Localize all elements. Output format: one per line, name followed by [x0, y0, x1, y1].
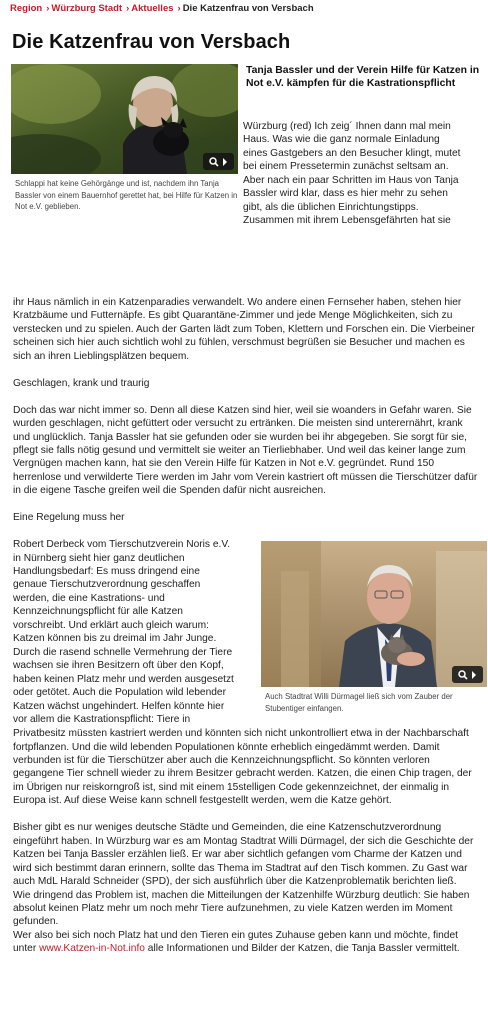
text-line: Katzen wächst ungehindert. Helfen könnte hier	[13, 700, 225, 712]
text-line: eines Gastgebers an den Besucher klingt, mutet	[243, 147, 461, 159]
breadcrumb-link-region[interactable]: Region	[10, 3, 43, 14]
arrow-right-icon	[471, 671, 477, 679]
photo-caption: Schlappi hat keine Gehörgänge und ist, nachdem ihn Tanja Bassler von einem Bauernhof gerettet hat, bei Hilfe für Katzen in Not e.V. geblieben.	[15, 179, 238, 211]
paragraph-6	[13, 929, 482, 956]
text-line: in Nürnberg sieht hier ganz deutlichen	[13, 552, 185, 564]
figure-secondary	[261, 541, 488, 714]
text-line: wachsen sie ihren Besitzern oft über den Kopf,	[13, 660, 224, 672]
text-line: Haus. Was wie die ganz normale Einladung	[243, 134, 440, 146]
article-intro	[10, 64, 482, 304]
paragraph-6-after: alle Informationen und Bilder der Katzen, die Tanja Bassler vermittelt.	[144, 943, 460, 955]
text-line: Katzen können bis zu dreimal im Jahr Junge.	[13, 633, 217, 645]
breadcrumb-separator-icon: ›	[126, 3, 130, 14]
paragraph-4: Bisher gibt es nur weniges deutsche Städte und Gemeinden, die eine Katzenschutzverordnung eingeführt haben. In Würzburg war es am Montag Stadtrat Willi Dürmagel, der sich die Geschichte der Katzen bei Tanja Bassler erzählen ließ. Er war aber sichtlich gefangen vom Charme der Katzen und wird sich bestimmt daran erinnern, sollte das Thema im Stadtrat auf den Tisch kommen. Zu Gast war auch MdL Harald Schneider (SPD), der sich ausführlich über die Katzenproblematik berichten ließ.	[13, 822, 474, 888]
subheading-geschlagen: Geschlagen, krank und traurig	[13, 377, 150, 389]
breadcrumb-current: Die Katzenfrau von Versbach	[182, 3, 314, 14]
text-line: Durch die rasend schnelle Vermehrung der Tiere	[13, 646, 233, 658]
paragraph-3-left	[13, 538, 249, 726]
breadcrumb-separator-icon: ›	[46, 3, 50, 14]
text-line: vor allem die Kastrationspflicht: Tiere in	[13, 713, 191, 725]
photo-man-with-kitten[interactable]	[261, 541, 487, 687]
article	[10, 0, 482, 956]
text-line: gibt, als die üblichen Einrichtungstipps.	[243, 201, 419, 213]
breadcrumb	[10, 3, 482, 17]
article-body	[13, 296, 482, 956]
subheading-regelung: Eine Regelung muss her	[13, 512, 125, 524]
text-line: werden, die eine Kastrations- und	[13, 592, 165, 604]
figure-main	[11, 64, 238, 213]
paragraph-3-continued: Privatbesitz müssten kastriert werden und könnten sich nicht unkontrolliert etwa in der Nachbarschaft fortpflanzen. Und die wild lebenden Populationen könnte erheblich eingedämmt werden. Damit verbunden ist für die Tierschützer aber auch die Kennzeichnungspflicht. So könnten verloren gegangene Tier schnell wieder zu ihrem Besitzer gebracht werden. Katzen, die einen Chip tragen, der im Übrigen nur reiskorngroß ist, sind mit einem 15stelligen Code gekennzeichnet, der einmalig in Europa ist. Auf diese Weise kann schnell festgestellt werden, wem die Katze gehört.	[13, 728, 472, 807]
zoom-button[interactable]	[452, 666, 483, 683]
photo-woman-with-cat[interactable]	[11, 64, 238, 174]
text-line: Kennzeichnungspflicht für alle Katzen	[13, 606, 183, 618]
paragraph-2: Doch das war nicht immer so. Denn all diese Katzen sind hier, weil sie woanders in Gefahr waren. Sie wurden geschlagen, nicht gefüttert oder versucht zu ertränken. Die meisten sind unterernährt, krank und unglücklich. Tanja Bassler hat sie gefunden oder sie wurden bei ihr abgegeben. Sie sorgt für sie, pflegt sie falls nötig gesund und vermittelt sie weiter an Tierliebhaber. Und weil das keiner lange zum Vergnügen machen kann, hat sie den Verein Hilfe für Katzen in Not e.V. gegründet. Rund 150 herrenlose und verwilderte Tiere werden im Jahr vom Verein kastriert oft müssen die Tierschützer dafür in die eigene Tasche greifen weil die Spenden dafür nicht ausreichen.	[13, 404, 478, 497]
breadcrumb-link-aktuelles[interactable]: Aktuelles	[131, 3, 174, 14]
page-title: Die Katzenfrau von Versbach	[12, 31, 291, 53]
katzen-in-not-link[interactable]: www.Katzen-in-Not.info	[39, 943, 145, 955]
text-line: genaue Tierschutzverordnung geschaffen	[13, 579, 201, 591]
photo-caption: Auch Stadtrat Willi Dürmagel ließ sich vom Zauber der Stubentiger einfangen.	[265, 692, 453, 713]
text-line: vorschreibt. Und erklärt auch gleich warum:	[13, 619, 209, 631]
paragraph-6-before: Wer also bei sich noch Platz hat und den Tieren ein gutes Zuhause geben kann und möchte, findet unter	[13, 929, 458, 955]
text-line: Würzburg (red) Ich zeig´ Ihnen dann mal mein	[243, 121, 451, 132]
magnifier-icon	[458, 670, 468, 680]
breadcrumb-separator-icon: ›	[177, 3, 181, 14]
magnifier-icon	[209, 157, 219, 167]
text-line: bei einem Pressetermin zunächst seltsam an.	[243, 161, 449, 173]
zoom-button[interactable]	[203, 153, 234, 170]
text-line: Zusammen mit ihrem Lebensgefährten hat sie	[243, 215, 451, 227]
text-line: Handlungsbedarf: Es muss dringend eine	[13, 566, 200, 577]
paragraph-intro: ihr Haus nämlich in ein Katzenparadies verwandelt. Wo andere einen Fernseher haben, stehen hier Kratzbäume und Futternäpfe. Es gibt Quarantäne-Zimmer und jede Menge Möglichkeiten, sich zu verstecken und zu spielen. Auch der Garten lädt zum Toben, Klettern und Forschen ein. Die Vierbeiner scheinen sich hier auch sichtlich wohl zu fühlen, verschmust begrüßen sie Besucher und machen es sich an ihren Lieblingsplätzen bequem.	[13, 297, 475, 362]
paragraph-5: Wie dringend das Problem ist, machen die Mitteilungen der Katzenhilfe Würzburg deutlich: Sie haben absolut keinen Platz mehr um noch mehr Tiere aufzunehmen, zu viele Katzen werden im Moment gefunden.	[13, 889, 470, 928]
section-with-figure	[13, 538, 482, 727]
text-line: Bassler wird klar, dass es hier mehr zu sehen	[243, 188, 448, 200]
text-line: Robert Derbeck vom Tierschutzverein Noris e.V.	[13, 539, 231, 551]
text-line: Aber nach ein paar Schritten im Haus von Tanja	[243, 174, 459, 186]
arrow-right-icon	[222, 158, 228, 166]
text-line: oder getötet. Auch die Population wild lebender	[13, 687, 226, 699]
intro-text-right	[243, 120, 482, 228]
article-lead: Tanja Bassler und der Verein Hilfe für Katzen in Not e.V. kämpfen für die Kastrationspflicht	[246, 65, 480, 89]
breadcrumb-link-wuerzburg-stadt[interactable]: Würzburg Stadt	[51, 3, 123, 14]
text-line: haben keinen Platz mehr und werden ausgesetzt	[13, 673, 234, 685]
